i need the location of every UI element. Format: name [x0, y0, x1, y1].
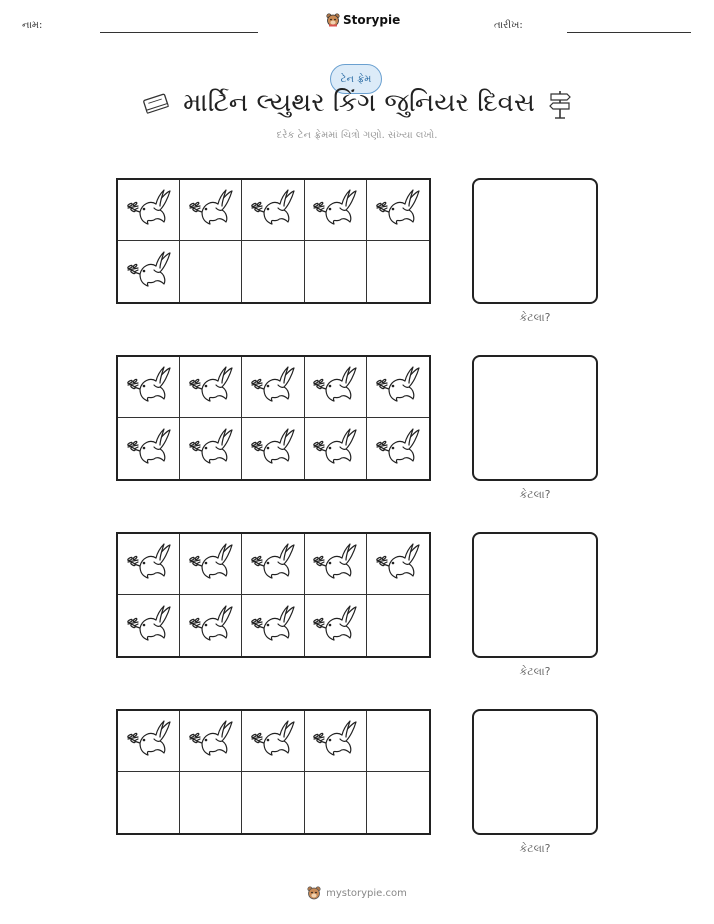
dove-icon [126, 542, 172, 586]
dove-icon [188, 427, 234, 471]
frame-cell [242, 534, 304, 595]
dove-icon [250, 427, 296, 471]
frame-cell [180, 595, 242, 656]
frame-cell [367, 711, 429, 772]
dove-icon [312, 604, 358, 648]
frame-cell [180, 357, 242, 418]
frame-cell [367, 418, 429, 479]
frame-cell [367, 772, 429, 833]
frame-cell [242, 711, 304, 772]
frame-cell [242, 418, 304, 479]
frame-cell [118, 711, 180, 772]
instructions: દરેક ટેન ફ્રેમમાં ચિત્રો ગણો. સંખ્યા લખો. [276, 130, 438, 141]
frame-cell [242, 595, 304, 656]
frame-cell [242, 772, 304, 833]
title-row [0, 88, 714, 119]
frame-cell [242, 180, 304, 241]
frame-cell [367, 180, 429, 241]
answer-prompt: કેટલા? [519, 488, 551, 501]
frame-cell [118, 772, 180, 833]
dove-icon [312, 188, 358, 232]
frame-cell [367, 534, 429, 595]
frame-cell [367, 241, 429, 302]
date-label: તારીખ: [494, 20, 523, 31]
frame-cell [305, 534, 367, 595]
dove-icon [126, 719, 172, 763]
frame-cell [118, 534, 180, 595]
answer-box[interactable] [472, 709, 598, 835]
ten-frame [116, 178, 431, 304]
ten-frame [116, 709, 431, 835]
name-label: નામ: [22, 20, 43, 31]
dove-icon [375, 427, 421, 471]
dove-icon [126, 250, 172, 294]
answer-box[interactable] [472, 178, 598, 304]
dove-icon [312, 719, 358, 763]
dove-icon [312, 542, 358, 586]
dove-icon [188, 604, 234, 648]
storypie-bear-icon [307, 886, 321, 900]
ten-frame [116, 355, 431, 481]
frame-cell [242, 241, 304, 302]
frame-cell [367, 357, 429, 418]
dove-icon [126, 188, 172, 232]
dove-icon [375, 542, 421, 586]
frame-cell [305, 711, 367, 772]
dove-icon [250, 542, 296, 586]
frame-cell [118, 357, 180, 418]
frame-cell [305, 595, 367, 656]
frame-cell [118, 241, 180, 302]
brand-logo [326, 13, 400, 27]
dove-icon [375, 188, 421, 232]
frame-cell [305, 241, 367, 302]
book-icon [141, 92, 171, 116]
frame-cell [305, 418, 367, 479]
dove-icon [188, 542, 234, 586]
answer-prompt: કેટલા? [519, 665, 551, 678]
answer-prompt: કેટલા? [519, 842, 551, 855]
frame-cell [180, 418, 242, 479]
frame-cell [180, 180, 242, 241]
page-title: માર્ટિન લ્યુથર કિંગ જુનિયર દિવસ [183, 88, 535, 118]
frame-cell [180, 711, 242, 772]
frame-cell [180, 241, 242, 302]
dove-icon [126, 604, 172, 648]
dove-icon [250, 604, 296, 648]
dove-icon [188, 365, 234, 409]
frame-cell [305, 180, 367, 241]
frame-cell [118, 595, 180, 656]
footer-url: mystorypie.com [326, 887, 407, 899]
storypie-bear-icon [326, 13, 340, 27]
frame-cell [118, 180, 180, 241]
frame-cell [305, 357, 367, 418]
footer [0, 886, 714, 900]
dove-icon [126, 365, 172, 409]
answer-box[interactable] [472, 355, 598, 481]
dove-icon [188, 188, 234, 232]
dove-icon [250, 365, 296, 409]
answer-prompt: કેટલા? [519, 311, 551, 324]
dove-icon [312, 427, 358, 471]
frame-cell [305, 772, 367, 833]
dove-icon [312, 365, 358, 409]
dove-icon [188, 719, 234, 763]
ten-frame [116, 532, 431, 658]
frame-cell [118, 418, 180, 479]
frame-cell [367, 595, 429, 656]
name-line[interactable] [100, 32, 258, 33]
ten-frame-badge: ટેન ફ્રેમ [330, 64, 382, 94]
dove-icon [126, 427, 172, 471]
signpost-icon [547, 89, 573, 119]
frame-cell [180, 772, 242, 833]
frame-cell [242, 357, 304, 418]
dove-icon [250, 188, 296, 232]
date-line[interactable] [567, 32, 691, 33]
dove-icon [250, 719, 296, 763]
dove-icon [375, 365, 421, 409]
brand-name: Storypie [343, 13, 401, 27]
frame-cell [180, 534, 242, 595]
answer-box[interactable] [472, 532, 598, 658]
